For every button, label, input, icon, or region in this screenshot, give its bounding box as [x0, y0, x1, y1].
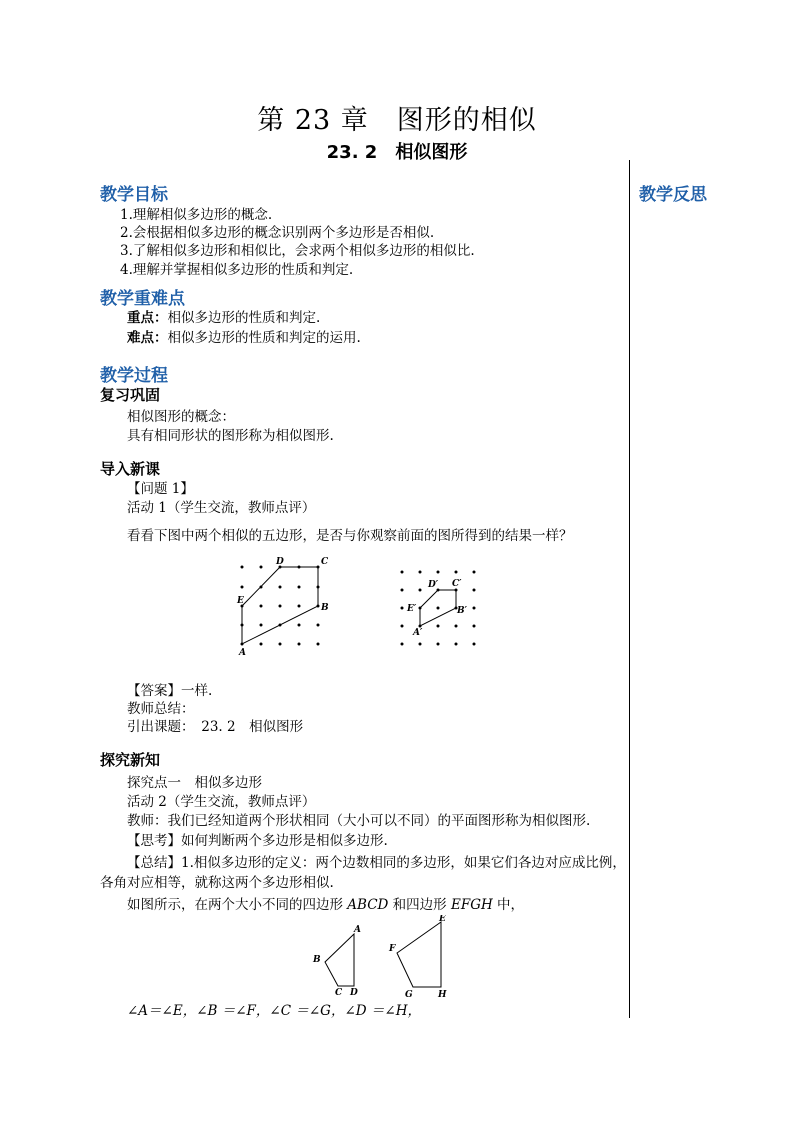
- answer-label: 【答案】: [127, 683, 181, 699]
- label-C: C: [335, 988, 343, 998]
- label-C-prime: C′: [452, 579, 462, 589]
- key-text: 相似多边形的性质和判定.: [167, 310, 321, 326]
- reflection-title: 教学反思: [639, 185, 707, 205]
- question-line: 看看下图中两个相似的五边形，是否与你观察前面的图所得到的结果一样？: [127, 528, 573, 544]
- activity-line: 活动 1（学生交流，教师点评）: [127, 500, 316, 516]
- objective-item: 4.理解并掌握相似多边形的性质和判定.: [120, 262, 354, 278]
- think-line: 【思考】如何判断两个多边形是相似多边形.: [127, 833, 388, 849]
- quad-efgh: [397, 922, 441, 987]
- example-suffix: 中，: [492, 897, 525, 913]
- summary-line: 各角对应相等，就称这两个多边形相似.: [100, 875, 334, 891]
- label-D-prime: D′: [428, 580, 439, 590]
- example-mid: 和四边形: [388, 897, 451, 913]
- example-prefix: 如图所示，在两个大小不同的四边形: [127, 897, 348, 913]
- explore-title: 探究新知: [100, 751, 161, 769]
- quadrilaterals-figure: [305, 915, 470, 1000]
- intro-title: 导入新课: [100, 460, 161, 478]
- label-D: D: [276, 557, 284, 567]
- review-line: 具有相同形状的图形称为相似图形.: [127, 428, 334, 444]
- key-points-title: 教学重难点: [100, 289, 185, 309]
- explore-point: 探究点一 相似多边形: [127, 775, 262, 791]
- label-F: F: [389, 944, 396, 954]
- label-A: A: [354, 925, 361, 935]
- answer-line: [127, 679, 212, 699]
- angle-equalities: ∠A＝∠E，∠B ＝∠F，∠C ＝∠G，∠D ＝∠H，: [127, 1003, 421, 1019]
- label-C: C: [321, 557, 329, 567]
- process-title: 教学过程: [100, 366, 168, 386]
- label-G: G: [405, 990, 413, 1000]
- objectives-title: 教学目标: [100, 185, 168, 205]
- label-B-prime: B′: [457, 606, 467, 616]
- similar-pentagons-figure: [232, 555, 492, 660]
- lead-topic: 引出课题： 23. 2 相似图形: [127, 719, 304, 735]
- key-label: 重点：: [127, 310, 168, 326]
- activity-line: 活动 2（学生交流，教师点评）: [127, 794, 316, 810]
- difficult-label: 难点：: [127, 330, 168, 346]
- label-E: E: [237, 596, 244, 606]
- label-D: D: [350, 988, 358, 998]
- label-B: B: [313, 955, 321, 965]
- problem-label: 【问题 1】: [127, 481, 194, 497]
- review-title: 复习巩固: [100, 386, 161, 404]
- quad-abcd: [325, 934, 354, 986]
- key-point-line: [127, 306, 320, 326]
- review-line: 相似图形的概念：: [127, 409, 235, 425]
- objective-item: 3.了解相似多边形和相似比，会求两个相似多边形的相似比.: [120, 243, 475, 259]
- label-H: H: [438, 990, 447, 1000]
- quad-abcd-name: ABCD: [347, 897, 389, 913]
- section-title: 23. 2 相似图形: [326, 142, 468, 163]
- objective-item: 1.理解相似多边形的概念.: [120, 207, 273, 223]
- example-line: [127, 893, 524, 913]
- summary-line: 【总结】1.相似多边形的定义：两个边数相同的多边形，如果它们各边对应成比例，: [127, 855, 626, 871]
- objective-item: 2.会根据相似多边形的概念识别两个多边形是否相似.: [120, 225, 435, 241]
- label-E: E: [439, 915, 446, 924]
- label-A-prime: A′: [413, 628, 423, 638]
- teacher-summary: 教师总结：: [127, 701, 195, 717]
- teacher-line: 教师：我们已经知道两个形状相同（大小可以不同）的平面图形称为相似图形.: [127, 813, 591, 829]
- label-A: A: [239, 648, 246, 658]
- difficult-text: 相似多边形的性质和判定的运用.: [167, 330, 361, 346]
- column-divider: [629, 160, 630, 1018]
- left-dot-grid: [241, 566, 320, 646]
- answer-text: 一样.: [181, 683, 213, 699]
- quad-efgh-name: EFGH: [450, 897, 493, 913]
- difficult-point-line: [127, 326, 361, 346]
- chapter-title: 第 23 章 图形的相似: [257, 105, 537, 136]
- label-B: B: [321, 603, 329, 613]
- label-E-prime: E′: [407, 604, 417, 614]
